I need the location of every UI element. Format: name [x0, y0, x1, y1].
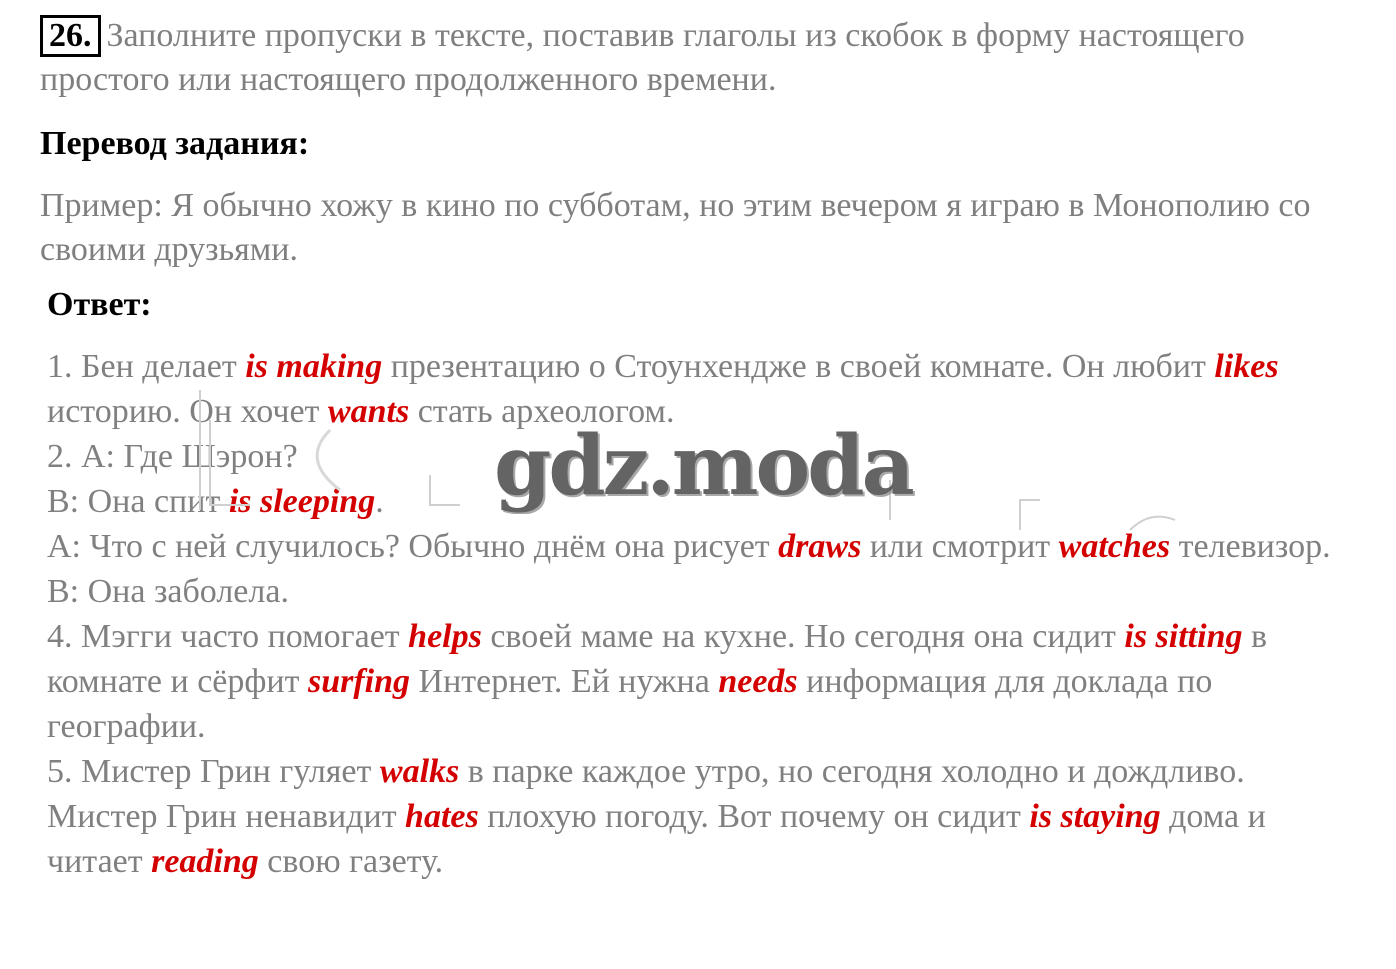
answer-verb: wants	[327, 393, 410, 430]
answer-text: 2. А: Где Шэрон?	[47, 438, 298, 475]
answer-text: своей маме на кухне. Но сегодня она сидит	[481, 618, 1125, 655]
translation-example: Пример: Я обычно хожу в кино по субботам, но этим вечером я играю в Монополию со своими друзьями.	[40, 187, 1311, 268]
answer-verb: needs	[718, 663, 798, 700]
answer-text: историю. Он хочет	[47, 393, 328, 430]
task-text: Заполните пропуски в тексте, поставив глаголы из скобок в форму настоящего простого или настоящего продолженного времени.	[40, 17, 1245, 98]
answer-verb: draws	[778, 528, 862, 565]
translation-heading: Перевод задания:	[40, 125, 310, 162]
answer-heading: Ответ:	[47, 286, 152, 323]
answer-text: в парке каждое утро, но сегодня холодно и дождливо. Мистер Грин ненавидит	[47, 753, 1245, 835]
answer-text: 5. Мистер Грин гуляет	[47, 753, 380, 790]
answer-text: В: Она спит	[47, 483, 229, 520]
answer-verb: reading	[151, 843, 259, 880]
answer-text: В: Она заболела.	[47, 573, 289, 610]
answer-item-5	[47, 749, 1357, 884]
answer-text: свою газету.	[258, 843, 444, 880]
answer-verb: is sleeping	[228, 483, 376, 520]
answer-text: 1. Бен делает	[47, 348, 246, 385]
watermark-logo: gdz.moda	[494, 418, 912, 514]
task-number: 26.	[40, 15, 101, 57]
answer-text: А: Что с ней случилось? Обычно днём она рисует	[47, 528, 779, 565]
answer-text: .	[375, 483, 384, 520]
answer-text: стать археологом.	[409, 393, 675, 430]
answer-verb: likes	[1214, 348, 1279, 385]
answer-text: плохую погоду. Вот почему он сидит	[478, 798, 1030, 835]
answer-item-2c	[47, 524, 1357, 569]
answer-text: или смотрит	[861, 528, 1059, 565]
answer-verb: is making	[245, 348, 383, 385]
answer-verb: walks	[379, 753, 460, 790]
answer-verb: helps	[408, 618, 482, 655]
answer-text: телевизор.	[1170, 528, 1331, 565]
task-statement	[40, 14, 1340, 102]
answer-verb: watches	[1058, 528, 1171, 565]
answer-text: Интернет. Ей нужна	[410, 663, 719, 700]
answer-item-2d	[47, 569, 1357, 614]
answer-verb: hates	[405, 798, 479, 835]
answer-text: дома и читает	[47, 798, 1266, 880]
answer-verb: is sitting	[1124, 618, 1243, 655]
answer-text: в комнате и сёрфит	[47, 618, 1268, 700]
answer-verb: surfing	[307, 663, 411, 700]
answer-item-4	[47, 614, 1357, 749]
answer-text: информация для доклада по географии.	[47, 663, 1213, 745]
answer-verb: is staying	[1029, 798, 1161, 835]
answer-text: 4. Мэгги часто помогает	[47, 618, 409, 655]
answer-text: презентацию о Стоунхендже в своей комнате. Он любит	[382, 348, 1215, 385]
